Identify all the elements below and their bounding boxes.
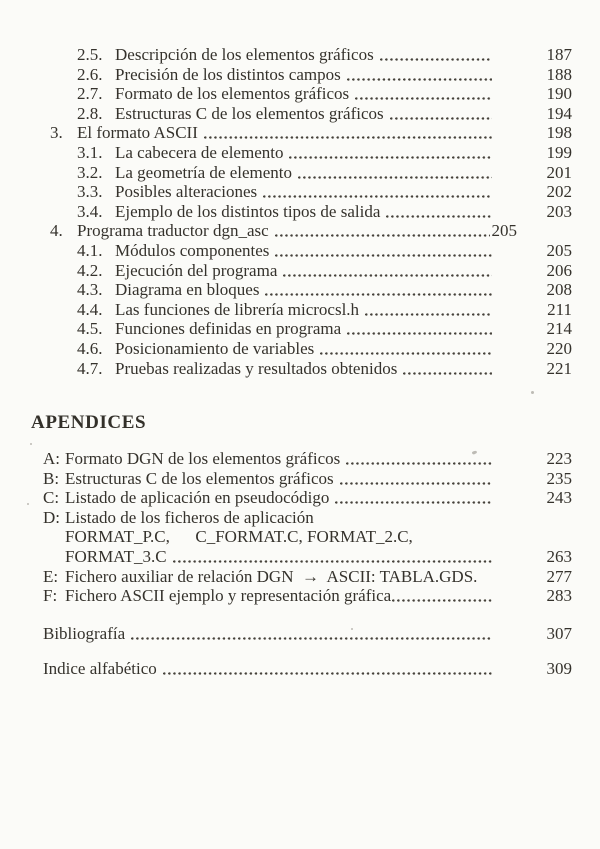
appendix-page: 283 <box>546 586 572 606</box>
dot-leader <box>392 599 492 602</box>
toc-entry-number: 4.5. <box>77 319 103 339</box>
toc-entry-number: 2.6. <box>77 64 103 84</box>
toc-entry-page: 221 <box>546 358 572 378</box>
toc-entry-number: 2.7. <box>77 84 103 104</box>
toc-entry <box>50 84 572 104</box>
toc-entry-number: 2.5. <box>77 45 103 64</box>
toc-entry-number: 4. <box>50 221 63 241</box>
appendix-letter: E: <box>43 566 59 586</box>
toc-entry-title: Las funciones de librería microcsl.h <box>115 299 360 319</box>
appendix-title: Listado de los ficheros de aplicación <box>65 507 314 527</box>
toc-entry-page: 208 <box>546 280 572 300</box>
appendix-letter: C: <box>43 488 60 508</box>
toc-entry-number: 4.3. <box>77 280 103 300</box>
dot-leader <box>390 117 492 120</box>
toc-entry <box>50 261 572 281</box>
appendix-entry <box>43 488 572 508</box>
toc-entry-page: 206 <box>546 260 572 280</box>
toc-entry-page: 205 <box>491 221 517 241</box>
dot-leader <box>173 560 492 563</box>
dot-leader <box>320 352 492 355</box>
toc-entry-number: 2.8. <box>77 103 103 123</box>
dot-leader <box>335 501 492 504</box>
dot-leader <box>275 234 490 237</box>
toc-entry-title: Posicionamiento de variables <box>115 338 315 358</box>
toc-entry-title: Formato de los elementos gráficos <box>115 84 350 104</box>
toc-entry-title: Estructuras C de los elementos gráficos <box>115 103 384 123</box>
toc-entry-title: Descripción de los elementos gráficos <box>115 45 374 64</box>
toc-entry-title: Ejecución del programa <box>115 260 278 280</box>
toc-entry-number: 4.6. <box>77 338 103 358</box>
dot-leader <box>298 176 492 179</box>
dot-leader <box>346 462 492 465</box>
dot-leader <box>265 293 492 296</box>
scan-speck <box>30 443 32 445</box>
appendix-entry <box>43 469 572 489</box>
toc-entry-title: Diagrama en bloques <box>115 280 260 300</box>
toc-entry-title: Precisión de los distintos campos <box>115 64 341 84</box>
toc-entry-number: 3.2. <box>77 162 103 182</box>
backmatter-page: 309 <box>546 658 572 678</box>
dot-leader <box>204 136 492 139</box>
appendix-entry <box>43 586 572 606</box>
appendix-list <box>43 449 572 606</box>
appendix-title: Fichero auxiliar de relación DGN → ASCII: TABLA.GDS. <box>65 566 478 586</box>
toc-entry-number: 3.4. <box>77 201 103 221</box>
appendices-heading: APENDICES <box>31 412 147 433</box>
dot-leader <box>263 195 492 198</box>
backmatter-title: Bibliografía <box>43 624 126 643</box>
dot-leader <box>163 672 492 675</box>
appendix-letter: F: <box>43 586 58 606</box>
backmatter-page: 307 <box>546 624 572 643</box>
toc-entry-page: 190 <box>546 84 572 104</box>
appendix-page: 223 <box>546 449 572 468</box>
toc-entry-number: 4.7. <box>77 358 103 378</box>
toc-entry <box>50 339 572 359</box>
backmatter-title: Indice alfabético <box>43 658 157 678</box>
appendix-entry <box>43 508 572 528</box>
toc-entry-page: 199 <box>546 142 572 162</box>
toc-entry-number: 3. <box>50 123 63 143</box>
toc-entry-number: 4.2. <box>77 260 103 280</box>
dot-leader <box>386 215 492 218</box>
dot-leader <box>355 97 492 100</box>
toc-list <box>50 45 572 378</box>
toc-entry <box>50 104 572 124</box>
toc-entry <box>50 163 572 183</box>
appendix-page: 235 <box>546 468 572 488</box>
dot-leader <box>347 78 492 81</box>
toc-entry <box>50 143 572 163</box>
toc-entry <box>50 202 572 222</box>
appendix-entry-continuation <box>43 547 572 567</box>
appendix-title: Formato DGN de los elementos gráficos <box>65 449 341 468</box>
appendix-page: 277 <box>546 566 572 586</box>
appendix-title: FORMAT_P.C, C_FORMAT.C, FORMAT_2.C, <box>65 527 413 547</box>
dot-leader <box>483 580 492 583</box>
toc-entry-title: Módulos componentes <box>115 240 270 260</box>
toc-entry-number: 4.4. <box>77 299 103 319</box>
dot-leader <box>365 313 492 316</box>
toc-entry-page: 205 <box>546 240 572 260</box>
appendix-entry-continuation <box>43 527 572 547</box>
appendix-entry <box>43 449 572 469</box>
appendix-letter: A: <box>43 449 60 468</box>
toc-entry-page: 201 <box>546 162 572 182</box>
toc-entry-title: La geometría de elemento <box>115 162 292 182</box>
toc-entry-page: 214 <box>546 319 572 339</box>
toc-entry-page: 198 <box>546 123 572 143</box>
toc-entry-page: 220 <box>546 338 572 358</box>
dot-leader <box>275 254 492 257</box>
dot-leader <box>380 58 492 61</box>
appendix-title: Listado de aplicación en pseudocódigo <box>65 488 330 508</box>
toc-entry <box>50 45 572 65</box>
toc-entry-title: Posibles alteraciones <box>115 182 258 202</box>
toc-entry-title: La cabecera de elemento <box>115 142 284 162</box>
toc-entry <box>50 319 572 339</box>
toc-entry-title: Ejemplo de los distintos tipos de salida <box>115 201 381 221</box>
appendix-page: 243 <box>546 488 572 508</box>
toc-entry-number: 4.1. <box>77 240 103 260</box>
dot-leader <box>289 156 492 159</box>
toc-entry <box>50 221 572 241</box>
dot-leader <box>340 482 492 485</box>
dot-leader <box>347 332 492 335</box>
scan-speck <box>531 391 534 394</box>
toc-entry <box>50 123 572 143</box>
toc-entry-page: 203 <box>546 201 572 221</box>
toc-entry-page: 188 <box>546 64 572 84</box>
appendix-title: Estructuras C de los elementos gráficos <box>65 468 334 488</box>
appendix-entry <box>43 567 572 587</box>
toc-entry-title: Programa traductor dgn_asc <box>77 221 269 241</box>
toc-entry <box>50 65 572 85</box>
toc-entry-page: 202 <box>546 182 572 202</box>
toc-entry <box>50 300 572 320</box>
appendix-title: Fichero ASCII ejemplo y representación gráfica <box>65 586 392 606</box>
appendix-page: 263 <box>546 546 572 566</box>
toc-entry <box>50 241 572 261</box>
toc-entry-page: 194 <box>546 103 572 123</box>
appendix-letter: B: <box>43 468 60 488</box>
toc-entry <box>50 280 572 300</box>
toc-entry-number: 3.3. <box>77 182 103 202</box>
backmatter-entry <box>43 624 572 644</box>
toc-entry-number: 3.1. <box>77 142 103 162</box>
scan-speck <box>27 503 29 505</box>
backmatter-entry <box>43 659 572 679</box>
toc-entry-page: 211 <box>547 299 572 319</box>
backmatter-list <box>43 624 572 678</box>
toc-entry <box>50 182 572 202</box>
dot-leader <box>131 637 492 640</box>
toc-entry-title: Pruebas realizadas y resultados obtenidos <box>115 358 398 378</box>
dot-leader <box>403 372 492 375</box>
dot-leader <box>320 521 492 524</box>
appendix-title: FORMAT_3.C <box>65 546 167 566</box>
scan-speck <box>351 628 353 630</box>
dot-leader <box>283 274 492 277</box>
toc-entry-title: Funciones definidas en programa <box>115 319 342 339</box>
toc-entry-page: 187 <box>546 45 572 64</box>
appendix-letter: D: <box>43 507 60 527</box>
dot-leader <box>419 540 492 543</box>
toc-entry-title: El formato ASCII <box>77 123 198 143</box>
toc-entry <box>50 359 572 379</box>
